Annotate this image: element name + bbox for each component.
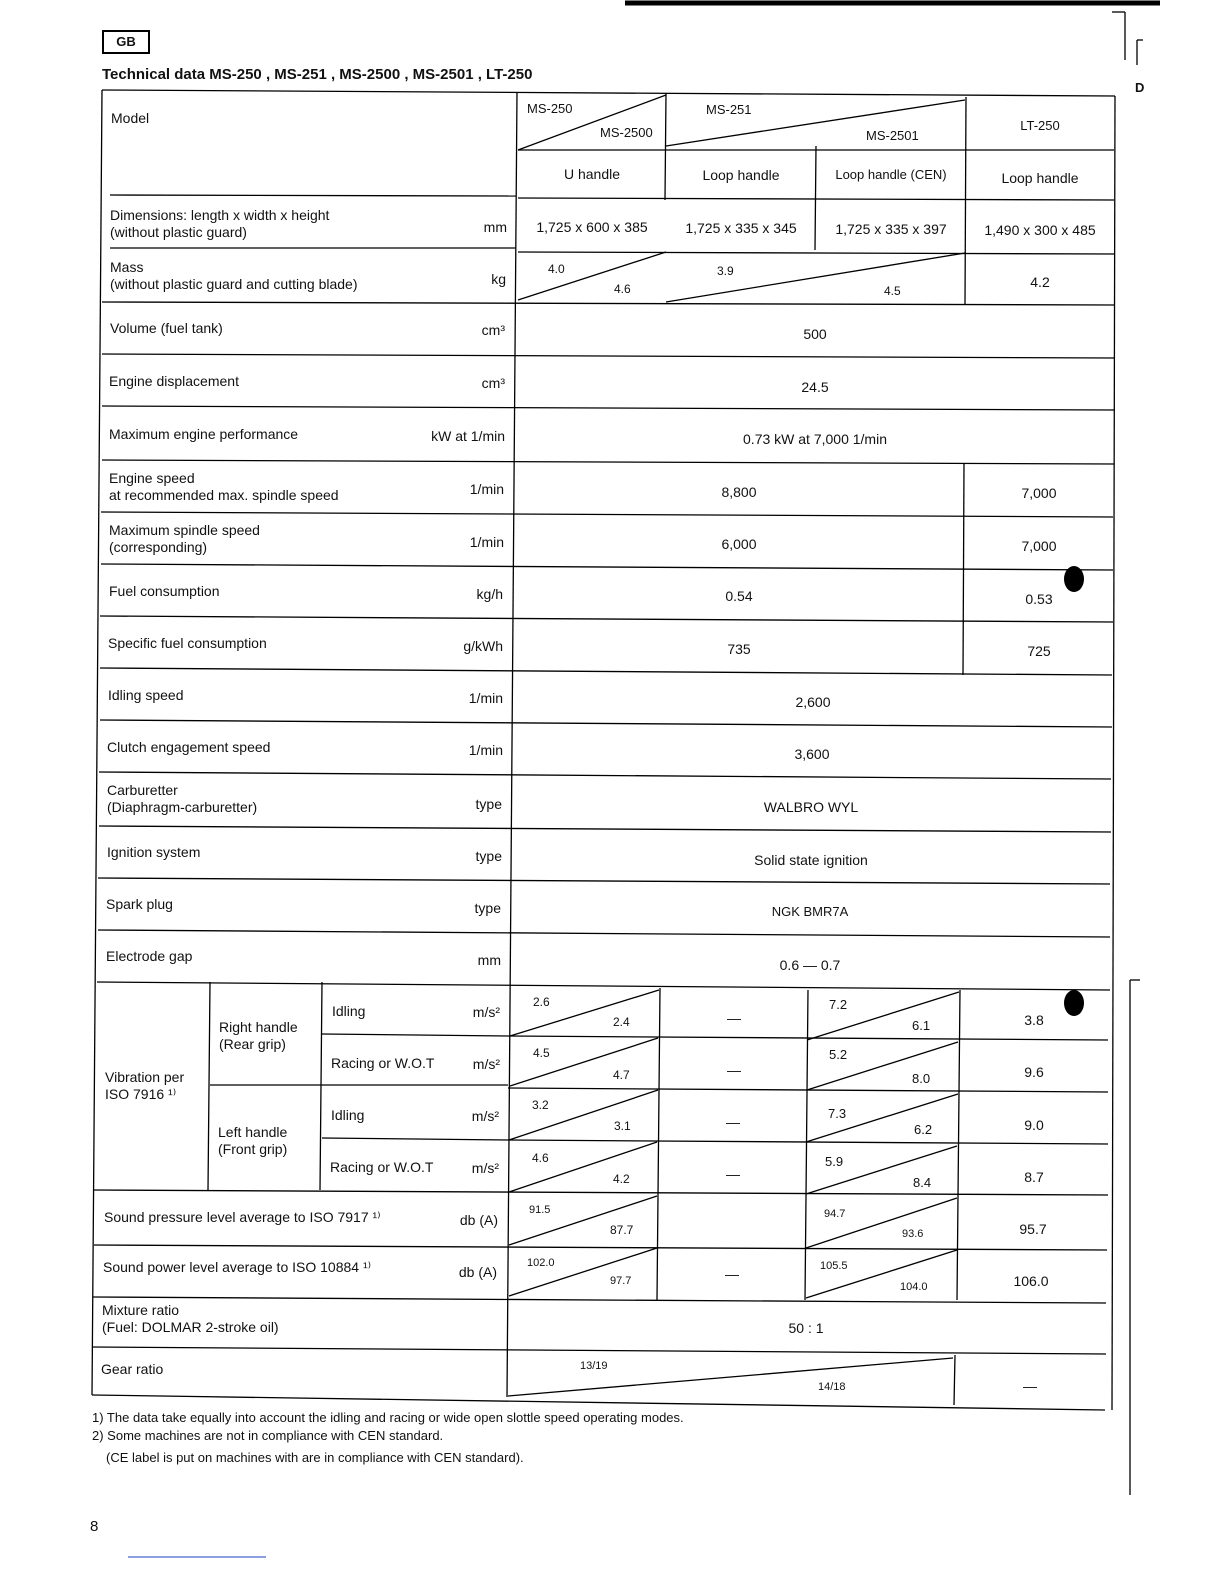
mass-lt: 4.2	[1030, 274, 1050, 290]
r-racing-unit: m/s²	[472, 1056, 500, 1072]
sp-b: 87.7	[610, 1223, 634, 1237]
engine-speed-unit: 1/min	[469, 481, 504, 497]
engine-speed-value: 8,800	[721, 484, 757, 500]
footnote-3: (CE label is put on machines with are in compliance with CEN standard).	[106, 1450, 524, 1465]
mass-c: 3.9	[717, 264, 734, 278]
l-idle-dash: —	[726, 1114, 740, 1130]
r-idle-a: 2.6	[533, 995, 550, 1009]
l-idling-label: Idling	[331, 1107, 365, 1123]
l-idling-unit: m/s²	[471, 1108, 499, 1124]
gear-b: 14/18	[818, 1381, 846, 1393]
performance-value: 0.73 kW at 7,000 1/min	[743, 431, 887, 447]
volume-value: 500	[803, 326, 827, 342]
l-idle-lt: 9.0	[1024, 1117, 1044, 1133]
spark-label: Spark plug	[106, 896, 173, 912]
dimensions-lt250: 1,490 x 300 x 485	[984, 222, 1096, 238]
dimensions-ms250: 1,725 x 600 x 385	[536, 219, 648, 235]
specific-lt: 725	[1027, 643, 1051, 659]
l-idle-b: 3.1	[614, 1119, 631, 1133]
spw-dash: —	[725, 1266, 739, 1282]
engine-speed-label: Engine speed at recommended max. spindle speed	[109, 470, 339, 503]
mixture-label: Mixture ratio (Fuel: DOLMAR 2-stroke oil)	[102, 1302, 279, 1335]
r-idle-b: 2.4	[613, 1015, 630, 1029]
spw-a: 102.0	[527, 1257, 555, 1269]
spindle-lt: 7,000	[1021, 538, 1057, 554]
spw-d: 104.0	[900, 1281, 928, 1293]
ignition-label: Ignition system	[107, 844, 201, 860]
dimensions-label: Dimensions: length x width x height (without plastic guard)	[110, 207, 330, 240]
model-ms2500: MS-2500	[600, 125, 653, 140]
displacement-label: Engine displacement	[109, 373, 239, 389]
r-idle-lt: 3.8	[1024, 1012, 1044, 1028]
spindle-label: Maximum spindle speed (corresponding)	[109, 522, 260, 555]
idling-unit: 1/min	[468, 690, 503, 706]
performance-unit: kW at 1/min	[431, 428, 505, 444]
r-idle-dash: —	[727, 1010, 741, 1026]
model-label: Model	[111, 110, 150, 126]
spark-unit: type	[474, 900, 501, 916]
spindle-value: 6,000	[721, 536, 757, 552]
mass-d: 4.5	[884, 284, 901, 298]
r-racing-label: Racing or W.O.T	[331, 1055, 435, 1071]
specific-unit: g/kWh	[463, 638, 503, 654]
displacement-unit: cm³	[481, 375, 505, 391]
spindle-unit: 1/min	[469, 534, 504, 550]
r-race-lt: 9.6	[1024, 1064, 1044, 1080]
sp-a: 91.5	[529, 1204, 551, 1216]
fuel-label: Fuel consumption	[109, 583, 220, 599]
ignition-unit: type	[475, 848, 502, 864]
mass-a: 4.0	[548, 262, 565, 276]
r-race-a: 4.5	[533, 1046, 550, 1060]
l-race-c: 5.9	[825, 1154, 844, 1169]
handle-loop: Loop handle	[702, 167, 780, 183]
sound-power-unit: db (A)	[458, 1264, 497, 1280]
volume-label: Volume (fuel tank)	[110, 320, 223, 336]
l-racing-label: Racing or W.O.T	[330, 1159, 434, 1175]
spark-value: NGK BMR7A	[771, 904, 849, 919]
spw-b: 97.7	[610, 1275, 632, 1287]
sp-lt: 95.7	[1019, 1221, 1047, 1237]
gap-label: Electrode gap	[106, 948, 193, 964]
gear-a: 13/19	[580, 1360, 608, 1372]
mass-b: 4.6	[614, 282, 631, 296]
mass-label: Mass (without plastic guard and cutting blade)	[110, 259, 358, 292]
l-idle-c: 7.3	[828, 1106, 847, 1121]
page-title: Technical data MS-250 , MS-251 , MS-2500 , MS-2501 , LT-250	[102, 66, 533, 83]
mixture-value: 50 : 1	[788, 1320, 824, 1336]
volume-unit: cm³	[481, 322, 505, 338]
gear-label: Gear ratio	[101, 1361, 164, 1377]
left-handle-label: Left handle (Front grip)	[218, 1124, 288, 1157]
r-race-d: 8.0	[912, 1071, 931, 1086]
clutch-label: Clutch engagement speed	[107, 739, 271, 755]
page-number: 8	[90, 1518, 99, 1535]
fuel-lt: 0.53	[1025, 591, 1053, 607]
displacement-value: 24.5	[801, 379, 829, 395]
dimensions-ms2501: 1,725 x 335 x 397	[835, 221, 947, 237]
dimensions-unit: mm	[483, 219, 507, 235]
fuel-value: 0.54	[725, 588, 753, 604]
l-race-lt: 8.7	[1024, 1169, 1044, 1185]
spw-lt: 106.0	[1013, 1273, 1049, 1289]
l-race-dash: —	[726, 1166, 740, 1182]
sp-c: 94.7	[824, 1208, 846, 1220]
mass-unit: kg	[491, 271, 506, 287]
l-race-b: 4.2	[613, 1172, 630, 1186]
side-letter: D	[1135, 80, 1145, 95]
right-handle-label: Right handle (Rear grip)	[219, 1019, 298, 1052]
footnote-1: 1) The data take equally into account the idling and racing or wide open slottle speed operating modes.	[92, 1410, 684, 1425]
fuel-unit: kg/h	[476, 586, 503, 602]
vibration-label: Vibration per ISO 7916 ¹⁾	[105, 1069, 185, 1102]
model-ms250: MS-250	[527, 101, 573, 116]
model-lt250: LT-250	[1020, 118, 1060, 133]
engine-speed-lt: 7,000	[1021, 485, 1057, 501]
specific-value: 735	[727, 641, 751, 657]
language-badge: GB	[102, 30, 150, 54]
r-race-b: 4.7	[613, 1068, 630, 1082]
idling-value: 2,600	[795, 694, 831, 710]
ink-blot	[1064, 566, 1084, 592]
spw-c: 105.5	[820, 1260, 848, 1272]
sound-pressure-unit: db (A)	[459, 1212, 498, 1228]
r-idling-unit: m/s²	[472, 1004, 500, 1020]
handle-loop-cen: Loop handle (CEN)	[835, 167, 947, 182]
r-race-c: 5.2	[829, 1047, 848, 1062]
performance-label: Maximum engine performance	[109, 426, 299, 442]
dimensions-ms251: 1,725 x 335 x 345	[685, 220, 797, 236]
r-idle-c: 7.2	[829, 997, 848, 1012]
footnote-2: 2) Some machines are not in compliance with CEN standard.	[92, 1428, 444, 1443]
clutch-value: 3,600	[794, 746, 830, 762]
gap-unit: mm	[477, 952, 501, 968]
gap-value: 0.6 — 0.7	[779, 957, 841, 973]
clutch-unit: 1/min	[468, 742, 503, 758]
carburetter-label: Carburetter (Diaphragm-carburetter)	[107, 782, 258, 815]
handle-loop-lt: Loop handle	[1001, 170, 1079, 186]
sound-pressure-label: Sound pressure level average to ISO 7917 ¹⁾	[104, 1209, 381, 1225]
l-idle-d: 6.2	[914, 1122, 933, 1137]
handle-u: U handle	[563, 166, 621, 182]
gear-lt: —	[1023, 1378, 1037, 1394]
idling-label: Idling speed	[108, 687, 184, 703]
sp-d: 93.6	[902, 1228, 924, 1240]
carburetter-unit: type	[475, 796, 502, 812]
ignition-value: Solid state ignition	[754, 852, 868, 868]
r-race-dash: —	[727, 1062, 741, 1078]
l-race-d: 8.4	[913, 1175, 932, 1190]
r-idle-d: 6.1	[912, 1018, 931, 1033]
r-idling-label: Idling	[332, 1003, 366, 1019]
specific-label: Specific fuel consumption	[108, 635, 267, 651]
model-ms251: MS-251	[706, 102, 752, 117]
l-idle-a: 3.2	[532, 1098, 549, 1112]
carburetter-value: WALBRO WYL	[763, 799, 859, 815]
model-ms2501: MS-2501	[866, 128, 919, 143]
l-race-a: 4.6	[532, 1151, 549, 1165]
l-racing-unit: m/s²	[471, 1160, 499, 1176]
sound-power-label: Sound power level average to ISO 10884 ¹⁾	[103, 1259, 372, 1275]
